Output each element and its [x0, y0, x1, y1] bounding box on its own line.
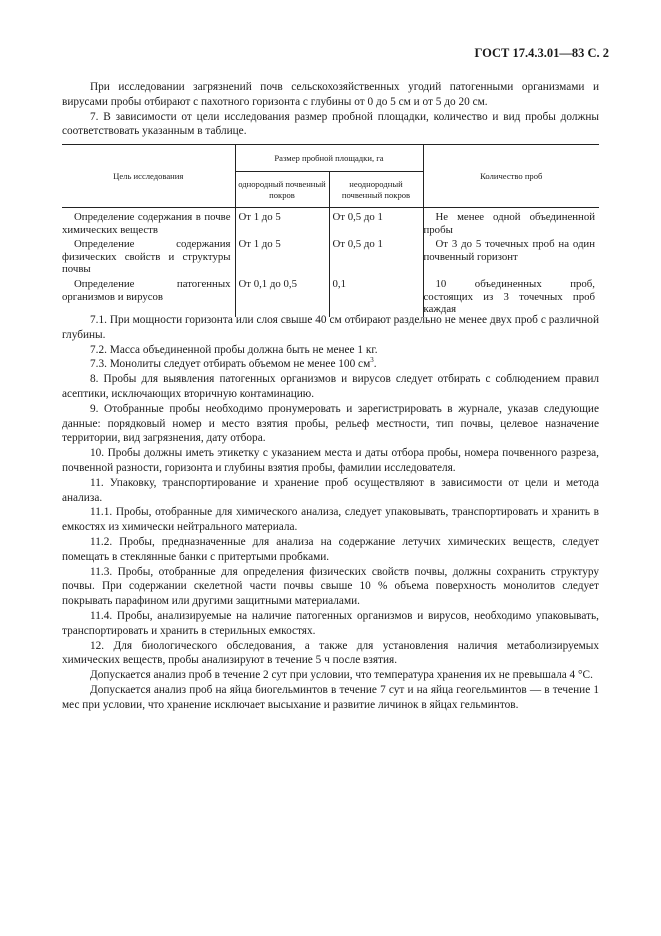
- paragraph-7-3: [62, 357, 599, 372]
- cell-nonuniform: 0,1: [329, 277, 423, 317]
- paragraph-7-3-end: .: [373, 358, 377, 371]
- paragraph-pathogens: При исследовании загрязнений почв сельскохозяйственных угодий патогенными организмами и вирусами пробы отбирают с пахотного горизонта с глубины от 0 до 5 см и от 5 до 20 см.: [62, 81, 599, 108]
- cell-goal: Определение патогенных организмов и вирусов: [62, 277, 231, 303]
- cell-uniform: От 1 до 5: [235, 210, 329, 237]
- paragraph-10: 10. Пробы должны иметь этикетку с указанием места и даты отбора пробы, номера почвенного разреза, почвенной разности, горизонта и глубины взятия пробы, фамилии исследователя.: [62, 447, 599, 474]
- cubic-superscript: 3: [370, 356, 374, 365]
- cell-nonuniform: От 0,5 до 1: [329, 210, 423, 237]
- paragraph-11-3: 11.3. Пробы, отобранные для определения физических свойств почвы, должны сохранить структуру почвы. При содержании скелетной части почвы свыше 10 % объема поверхность монолитов следует покрывать парафином или другими защитными материалами.: [62, 565, 599, 608]
- cell-goal: Определение содержания в почве химических веществ: [62, 211, 231, 236]
- paragraph-7-3-text: 7.3. Монолиты следует отбирать объемом не менее 100 см: [90, 358, 371, 371]
- cell-uniform: От 0,1 до 0,5: [235, 277, 329, 317]
- paragraph-9: 9. Отобранные пробы необходимо пронумеровать и зарегистрировать в журнале, указав следующие данные: порядковый номер и место взятия пробы, рельеф местности, тип почвы, целевое назначение территории, вид загрязнения, дату отбора.: [62, 402, 599, 445]
- paragraph-storage-temperature: Допускается анализ проб в течение 2 сут при условии, что температура хранения их не превышала 4 °С.: [90, 669, 593, 682]
- table-row: [62, 277, 599, 317]
- body-text: [62, 313, 599, 713]
- cell-nonuniform: От 0,5 до 1: [329, 237, 423, 277]
- cell-uniform: От 1 до 5: [235, 237, 329, 277]
- paragraph-7-1: 7.1. При мощности горизонта или слоя свыше 40 см отбирают раздельно не менее двух проб с различной глубины.: [62, 314, 599, 341]
- cell-count: От 3 до 5 точечных проб на один почвенный горизонт: [423, 237, 599, 277]
- page-header: ГОСТ 17.4.3.01—83 С. 2: [474, 46, 609, 60]
- paragraph-12: 12. Для биологического обследования, а также для установления наличия метаболизируемых химических веществ, пробы анализируют в течение 5 ч после взятия.: [62, 639, 599, 667]
- table-row: [62, 237, 599, 277]
- intro-text: [62, 80, 599, 139]
- paragraph-7-2: 7.2. Масса объединенной пробы должна быть не менее 1 кг.: [90, 343, 378, 356]
- cell-goal: Определение содержания физических свойств и структуры почвы: [62, 238, 231, 276]
- paragraph-helminth-eggs: Допускается анализ проб на яйца биогельминтов в течение 7 сут и на яйца геогельминтов — в течение 1 мес при условии, что хранение исключает высыхание и развитие личинок в яйцах гельминтов.: [62, 683, 599, 711]
- paragraph-11: 11. Упаковку, транспортирование и хранение проб осуществляют в зависимости от цели и метода анализа.: [62, 476, 599, 504]
- paragraph-11-4: 11.4. Пробы, анализируемые на наличие патогенных организмов и вирусов, необходимо упаковывать, транспортировать и хранить в стерильных емкостях.: [62, 609, 599, 637]
- paragraph-8: 8. Пробы для выявления патогенных организмов и вирусов следует отбирать с соблюдением правил асептики, исключающих вторичную контаминацию.: [62, 373, 599, 400]
- header-goal: Цель исследования: [62, 145, 235, 208]
- paragraph-11-1: 11.1. Пробы, отобранные для химического анализа, следует упаковывать, транспортировать и хранить в емкостях из химически нейтрального материала.: [62, 506, 599, 534]
- paragraph-7: 7. В зависимости от цели исследования размер пробной площадки, количество и вид пробы должны соответствовать указанным в таблице.: [62, 110, 599, 138]
- cell-count: Не менее одной объединенной пробы: [423, 210, 599, 237]
- table-row: [62, 210, 599, 237]
- paragraph-11-2: 11.2. Пробы, предназначенные для анализа на содержание летучих химических веществ, следует помещать в стеклянные банки с притертыми пробками.: [62, 535, 599, 563]
- header-sample-count: Количество проб: [423, 145, 599, 208]
- header-plot-size: Размер пробной площадки, га: [235, 145, 423, 172]
- header-nonuniform-cover: неоднородный почвенный покров: [329, 172, 423, 208]
- sampling-table: [62, 144, 599, 317]
- header-uniform-cover: однородный почвенный покров: [235, 172, 329, 208]
- cell-count: 10 объединенных проб, состоящих из 3 точечных проб каждая: [423, 277, 599, 317]
